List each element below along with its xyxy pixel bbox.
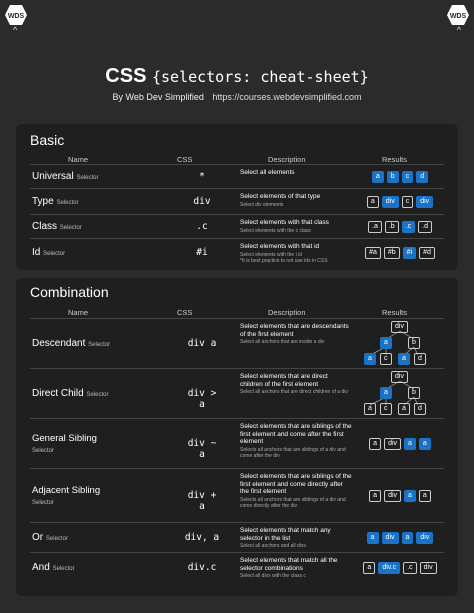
- result-chip: a: [363, 562, 375, 574]
- result-chip: c: [402, 171, 414, 183]
- col-header-description: Description: [268, 308, 306, 317]
- selector-suffix: Selector: [56, 200, 79, 206]
- selector-name: [32, 221, 82, 232]
- selector-suffix: Selector: [32, 448, 55, 454]
- selector-row: [30, 214, 444, 239]
- description-note: Selects all anchors that are siblings of a div and come directly after the div: [240, 496, 346, 509]
- results: [356, 438, 444, 450]
- selector-description: [240, 527, 352, 549]
- result-chip: a: [404, 490, 416, 502]
- col-header-results: Results: [382, 308, 408, 317]
- tree-chip: d: [414, 403, 426, 415]
- basic-title: Basic: [30, 132, 65, 148]
- result-chip: .c: [403, 562, 416, 574]
- wds-logo-right: [446, 4, 470, 26]
- selector-description: [240, 323, 352, 345]
- results: [356, 171, 444, 183]
- description-text: Select elements with that id: [240, 243, 320, 250]
- selector-suffix: Selector: [86, 392, 109, 398]
- selector-name-text: Or: [32, 532, 44, 543]
- selector-name-text: Class: [32, 221, 58, 232]
- selector-css: *: [199, 171, 205, 182]
- result-chip: .c: [402, 221, 415, 233]
- chevron-up-icon: ^: [13, 25, 18, 35]
- description-text: Select elements of that type: [240, 193, 321, 200]
- selector-css: div.c: [187, 562, 217, 573]
- results-tree: [356, 371, 444, 417]
- results: [356, 196, 444, 208]
- tree-chip: c: [380, 403, 392, 415]
- selector-row: [30, 188, 444, 215]
- result-chip: a: [367, 532, 379, 544]
- selector-name: [32, 532, 68, 543]
- selector-name-text: Type: [32, 196, 54, 207]
- selector-row: [30, 418, 444, 469]
- result-chip: div: [420, 562, 437, 574]
- tree-root-chip: div: [391, 371, 408, 383]
- result-chip: .b: [385, 221, 399, 233]
- selector-suffix: Selector: [52, 566, 75, 572]
- selector-row: [30, 164, 444, 189]
- logo-text: WDS: [7, 13, 25, 20]
- selector-description: [240, 243, 352, 264]
- result-chip: #b: [384, 247, 400, 259]
- tree-chip: a: [380, 387, 392, 399]
- selector-suffix: Selector: [43, 251, 66, 257]
- results: [356, 247, 444, 259]
- byline: [0, 92, 474, 102]
- combination-title: Combination: [30, 284, 109, 300]
- result-chip: d: [416, 171, 428, 183]
- tree-chip: c: [380, 353, 392, 365]
- selector-description: [240, 219, 352, 234]
- tree-root-chip: div: [391, 321, 408, 333]
- selector-name: [32, 171, 98, 182]
- selector-row: [30, 468, 444, 523]
- selector-row: [30, 318, 444, 369]
- selector-css: #i: [196, 247, 208, 258]
- selector-description: [240, 169, 352, 177]
- description-note: Select all divs with the class c: [240, 573, 306, 579]
- selector-row: [30, 238, 444, 267]
- title-sub: {selectors: cheat-sheet}: [151, 68, 369, 86]
- selector-description: [240, 193, 352, 208]
- result-chip: div: [416, 532, 433, 544]
- result-chip: .d: [418, 221, 432, 233]
- result-chip: a: [367, 196, 379, 208]
- col-header-description: Description: [268, 155, 306, 164]
- result-chip: a: [404, 438, 416, 450]
- course-link[interactable]: https://courses.webdevsimplified.com: [212, 92, 362, 102]
- selector-name-text: Direct Child: [32, 388, 84, 399]
- result-chip: a: [369, 438, 381, 450]
- selector-suffix: Selector: [59, 225, 82, 231]
- results: [356, 221, 444, 233]
- description-note: Select elements with the i id *It is best practice to not use ids in CSS: [240, 251, 328, 264]
- selector-name: [32, 562, 75, 573]
- selector-css: div, a: [184, 532, 220, 543]
- tree-chip: b: [408, 337, 420, 349]
- result-chip: #i: [403, 247, 416, 259]
- selector-suffix: Selector: [45, 536, 68, 542]
- description-text: Select all elements: [240, 169, 295, 176]
- result-chip: div: [384, 438, 401, 450]
- selector-description: [240, 473, 352, 509]
- selector-name: [32, 485, 100, 509]
- description-note: Selects all anchors that are siblings of a div and come after the div: [240, 446, 346, 459]
- selector-description: [240, 423, 352, 459]
- selector-suffix: Selector: [88, 342, 111, 348]
- tree-chip: a: [398, 353, 410, 365]
- result-chip: a: [372, 171, 384, 183]
- results: [356, 490, 444, 502]
- selector-name: [32, 388, 108, 399]
- selector-css: div > a: [187, 388, 217, 410]
- selector-css: div + a: [187, 490, 217, 512]
- description-text: Select elements that are descendants of the first element: [240, 323, 349, 338]
- selector-name-text: Universal: [32, 171, 74, 182]
- selector-name-text: General Sibling: [32, 433, 97, 444]
- title-main: CSS: [105, 65, 147, 87]
- description-text: Select elements with that class: [240, 219, 329, 226]
- col-header-name: Name: [68, 308, 89, 317]
- result-chip: a: [419, 490, 431, 502]
- result-chip: div: [382, 532, 399, 544]
- selector-suffix: Selector: [32, 500, 55, 506]
- description-text: Select elements that are siblings of the first element and come directly after the first element: [240, 473, 352, 495]
- selector-name: [32, 196, 78, 207]
- selector-row: [30, 552, 444, 583]
- results: [356, 532, 444, 544]
- result-chip: div: [416, 196, 433, 208]
- selector-css: div a: [187, 338, 217, 349]
- logo-text: WDS: [449, 13, 467, 20]
- combination-panel: [16, 278, 458, 596]
- col-header-name: Name: [68, 155, 89, 164]
- result-chip: #a: [365, 247, 381, 259]
- result-chip: a: [369, 490, 381, 502]
- result-chip: c: [402, 196, 414, 208]
- description-text: Select elements that match all the selector combinations: [240, 557, 338, 572]
- result-chip: div.c: [378, 562, 400, 574]
- selector-name-text: And: [32, 562, 50, 573]
- description-text: Select elements that match any selector in the list: [240, 527, 331, 542]
- selector-row: [30, 368, 444, 419]
- selector-css: div: [193, 196, 211, 207]
- result-chip: a: [402, 532, 414, 544]
- results: [356, 562, 444, 574]
- tree-chip: d: [414, 353, 426, 365]
- description-note: Select all anchors that are direct children of a div: [240, 389, 348, 395]
- result-chip: div: [382, 196, 399, 208]
- selector-row: [30, 522, 444, 553]
- page-title: [0, 64, 474, 89]
- result-chip: div: [384, 490, 401, 502]
- tree-chip: a: [364, 353, 376, 365]
- result-chip: #d: [419, 247, 435, 259]
- selector-css: div ~ a: [187, 438, 217, 460]
- description-note: Select all anchors that are inside a div: [240, 339, 325, 345]
- col-header-css: CSS: [177, 308, 193, 317]
- selector-css: .c: [196, 221, 208, 232]
- selector-name-text: Id: [32, 247, 41, 258]
- col-header-css: CSS: [177, 155, 193, 164]
- col-header-results: Results: [382, 155, 408, 164]
- results-tree: [356, 321, 444, 367]
- basic-panel: [16, 124, 458, 270]
- tree-chip: b: [408, 387, 420, 399]
- selector-suffix: Selector: [76, 175, 99, 181]
- description-note: Select elements with the c class: [240, 227, 311, 234]
- author: By Web Dev Simplified: [112, 92, 204, 102]
- selector-name: [32, 338, 110, 349]
- wds-logo-left: [4, 4, 28, 26]
- result-chip: .a: [368, 221, 382, 233]
- chevron-up-icon: ^: [456, 25, 461, 35]
- selector-description: [240, 557, 352, 579]
- description-text: Select elements that are siblings of the first element and come after the first element: [240, 423, 352, 445]
- description-note: Select div elements: [240, 201, 284, 208]
- description-text: Select elements that are direct children of the first element: [240, 373, 328, 388]
- selector-name: [32, 247, 65, 258]
- result-chip: b: [387, 171, 399, 183]
- selector-name-text: Adjacent Sibling: [32, 485, 101, 496]
- selector-name-text: Descendant: [32, 338, 86, 349]
- tree-chip: a: [398, 403, 410, 415]
- selector-name: [32, 433, 97, 457]
- result-chip: a: [419, 438, 431, 450]
- tree-chip: a: [364, 403, 376, 415]
- description-note: Select all anchors and all divs: [240, 543, 306, 549]
- tree-chip: a: [380, 337, 392, 349]
- selector-description: [240, 373, 352, 395]
